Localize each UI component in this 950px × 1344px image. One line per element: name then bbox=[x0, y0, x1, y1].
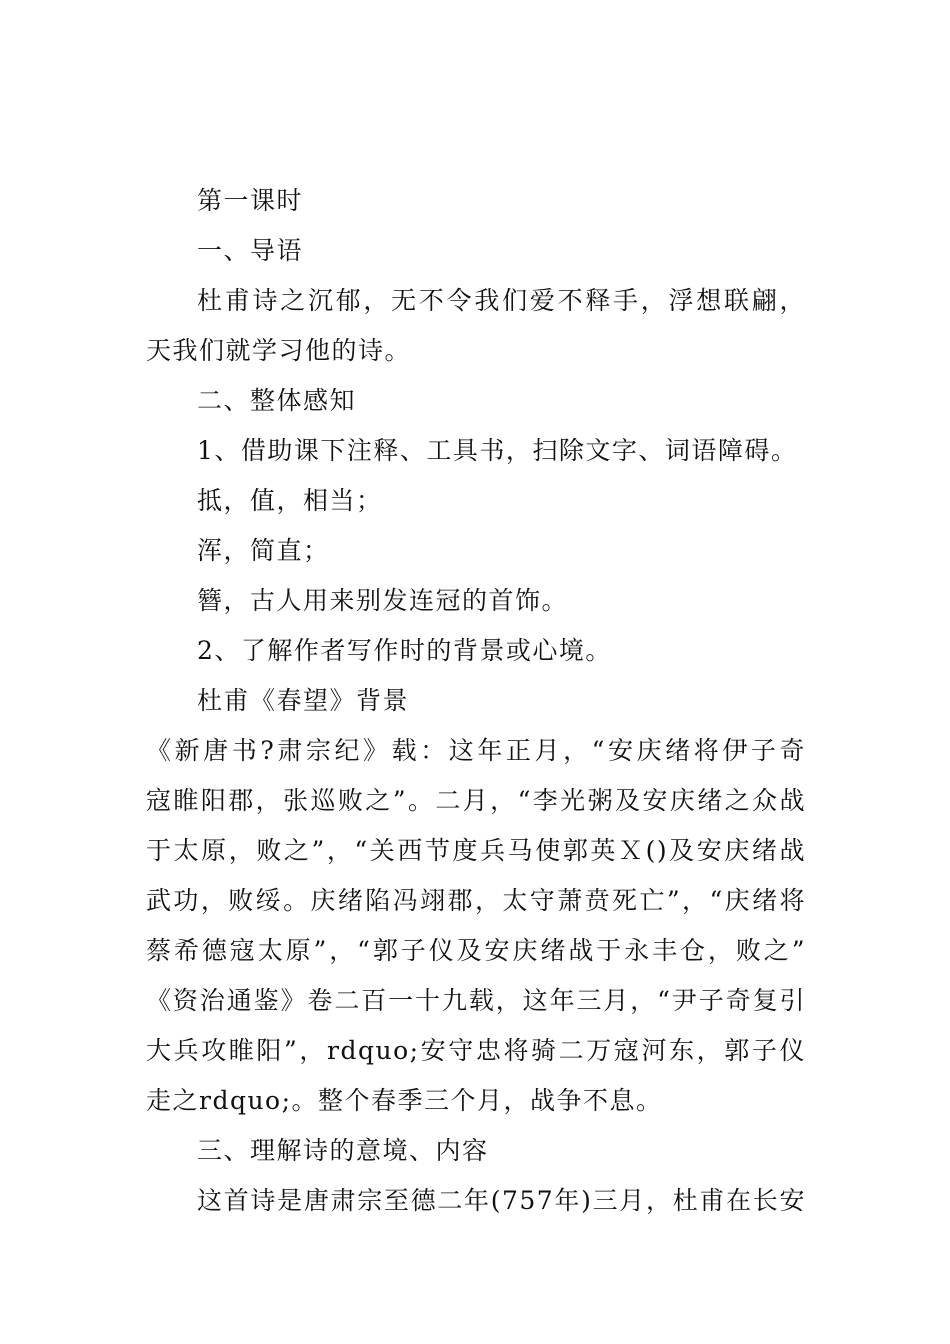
paragraph-line: 走之rdquo;。整个春季三个月，战争不息。 bbox=[146, 1086, 663, 1115]
paragraph-line: 寇睢阳郡，张巡败之”。二月，“李光粥及安庆绪之众战 bbox=[146, 786, 806, 815]
paragraph-line: 武功，败绥。庆绪陷冯翊郡，太守萧贲死亡”，“庆绪将 bbox=[146, 886, 806, 915]
lesson-heading: 第一课时 bbox=[197, 186, 304, 215]
section-heading-overview: 二、整体感知 bbox=[197, 386, 357, 415]
paragraph-line: 《资治通鉴》卷二百一十九载，这年三月，“尹子奇复引 bbox=[146, 986, 806, 1015]
paragraph-line: 这首诗是唐肃宗至德二年(757年)三月，杜甫在长安 bbox=[197, 1186, 806, 1215]
paragraph-line: 杜甫诗之沉郁，无不令我们爱不释手，浮想联翩， bbox=[197, 286, 806, 315]
paragraph-line: 天我们就学习他的诗。 bbox=[146, 336, 412, 365]
section-heading-intro: 一、导语 bbox=[197, 236, 304, 265]
list-item: 1、借助课下注释、工具书，扫除文字、词语障碍。 bbox=[197, 436, 798, 465]
paragraph-line: 蔡希德寇太原”，“郭子仪及安庆绪战于永丰仓，败之” bbox=[146, 936, 806, 965]
list-item: 2、了解作者写作时的背景或心境。 bbox=[197, 636, 612, 665]
subheading: 杜甫《春望》背景 bbox=[197, 686, 410, 715]
definition-line: 簪，古人用来别发连冠的首饰。 bbox=[197, 586, 569, 615]
section-heading-meaning: 三、理解诗的意境、内容 bbox=[197, 1136, 489, 1165]
paragraph-line: 大兵攻睢阳”，rdquo;安守忠将骑二万寇河东，郭子仪 bbox=[146, 1036, 806, 1065]
paragraph-line: 《新唐书?肃宗纪》载：这年正月，“安庆绪将伊子奇 bbox=[146, 736, 806, 765]
definition-line: 浑，简直； bbox=[197, 536, 330, 565]
paragraph-line: 于太原，败之”，“关西节度兵马使郭英Ｘ()及安庆绪战 bbox=[146, 836, 806, 865]
definition-line: 抵，值，相当； bbox=[197, 486, 383, 515]
